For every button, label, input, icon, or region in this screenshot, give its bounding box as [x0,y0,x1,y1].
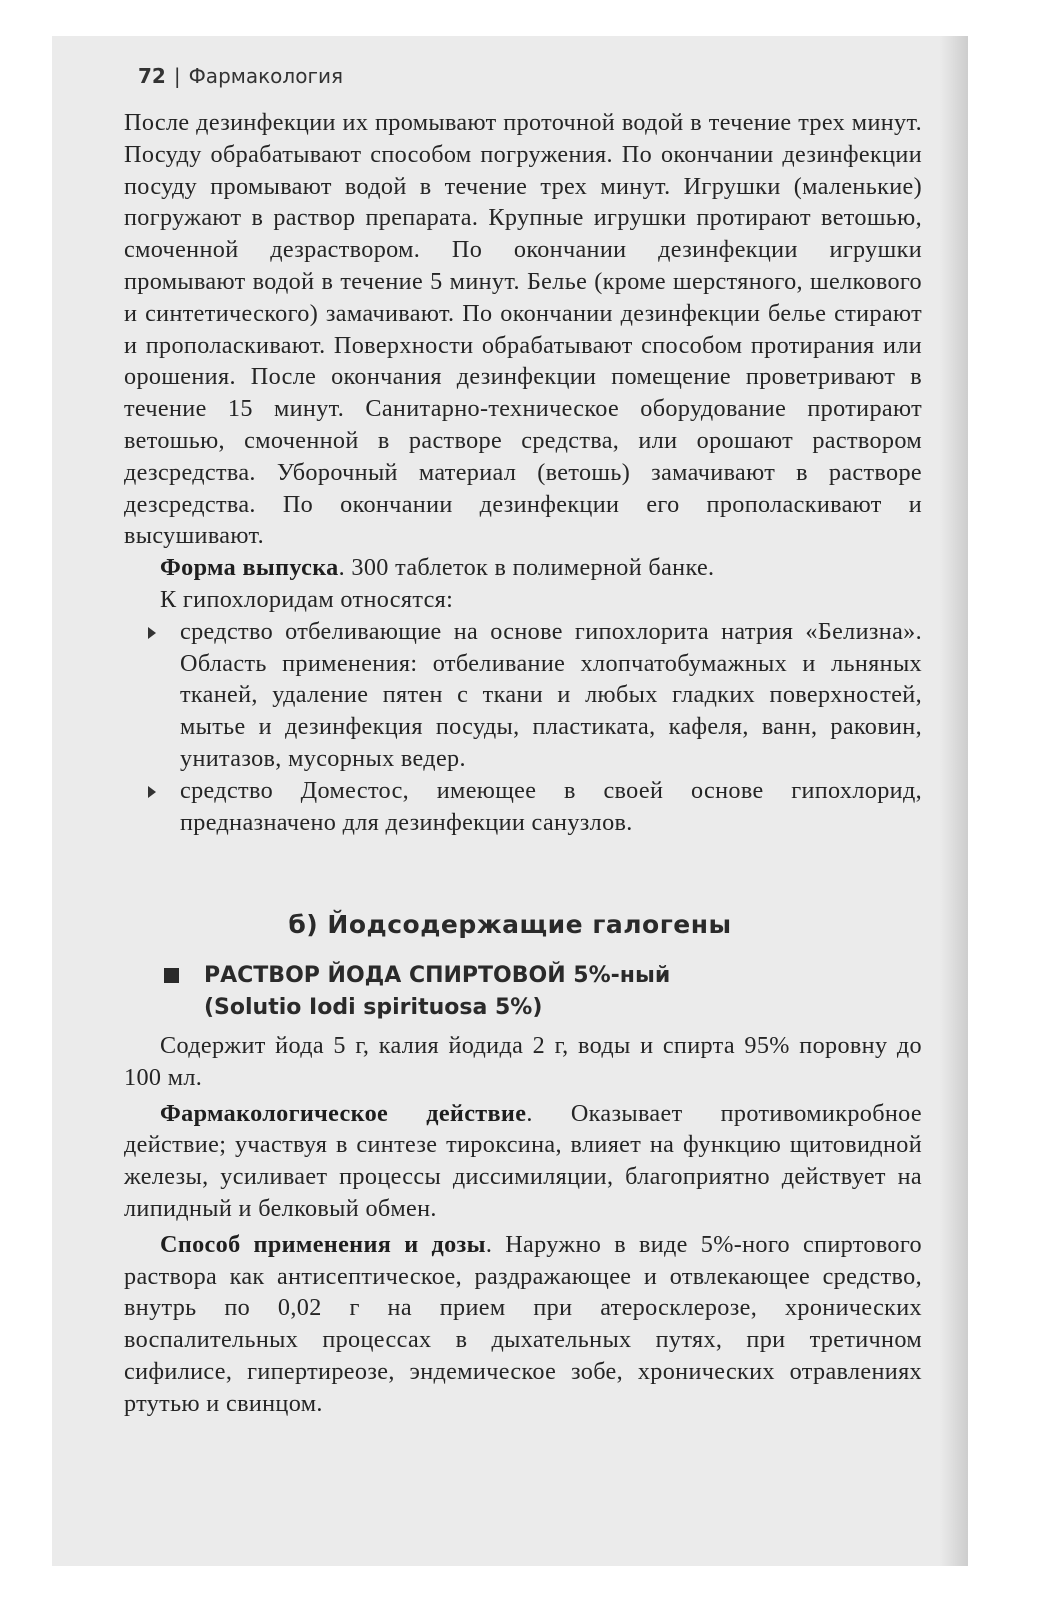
list-item [124,775,922,839]
composition-paragraph: Содержит йода 5 г, калия йодида 2 г, воды и спирта 95% поровну до 100 мл. [124,1032,922,1091]
continued-paragraph: После дезинфекции их промывают проточной водой в течение трех минут. Посуду обрабатывают способом погружения. По окончании дезинфекции посуду промывают водой в течение трех минут. Игрушки (маленькие) погружают в раствор препарата. Крупные игрушки протирают ветошью, смоченной дезраствором. По окончании дезинфекции игрушки промывают водой в течение 5 минут. Белье (кроме шерстяного, шелкового и синтетического) замачивают. По окончании дезинфекции белье стирают и прополаскивают. Поверхности обрабатывают способом протирания или орошения. После окончания дезинфекции помещение проветривают в течение 15 минут. Санитарно-техническое оборудование протирают ветошью, смоченной в растворе средства, или орошают раствором дезсредства. Уборочный материал (ветошь) замачивают в растворе дезсредства. По окончании дезинфекции его прополаскивают и высушивают. [124,109,922,550]
drug-name: РАСТВОР ЙОДА СПИРТОВОЙ 5%-ный [204,963,671,988]
text-block-lower [124,1030,922,1424]
drug-heading [164,960,670,1024]
hypochlorides-intro: К гипохлоридам относятся: [160,585,454,613]
dosage-label: Способ применения и дозы [160,1230,486,1258]
release-form-paragraph [124,552,922,584]
page-number: 72 [138,64,166,88]
square-bullet-icon [164,968,179,983]
list-item-text: средство отбеливающие на основе гипохлорита натрия «Белизна». Область применения: отбеливание хлопчатобумажных и льняных тканей, удаление пятен с ткани и любых гладких поверхностей, мытье и дезинфекция посуды, пластиката, кафеля, ванн, раковин, унитазов, мусорных ведер. [180,617,922,772]
book-page [52,36,968,1566]
page-edge-shadow [940,36,968,1566]
list-item [124,616,922,775]
dosage-paragraph [124,1229,922,1420]
header-title: Фармакология [188,64,343,88]
text-block-upper [124,107,922,838]
section-title: б) Йодсодержащие галогены [288,910,732,939]
running-header [138,64,343,88]
triangle-bullet-icon [148,627,156,639]
pharm-action-label: Фармакологическое действие [160,1099,527,1127]
release-form-text: . 300 таблеток в полимерной банке. [338,554,715,582]
list-item-text: средство Доместос, имеющее в своей основе гипохлорид, предназначено для дезинфекции санузлов. [180,776,922,836]
hypochloride-list [124,616,922,839]
triangle-bullet-icon [148,786,156,798]
release-form-label: Форма выпуска [160,554,339,582]
pharm-action-text: . Оказывает противомикробное действие; участвуя в синтезе тироксина, влияет на функцию щитовидной железы, усиливает процессы диссимиляции, благоприятно действует на липидный и белковый обмен. [124,1099,922,1222]
header-separator: | [173,64,181,88]
drug-latin-name: (Solutio Iodi spirituosa 5%) [204,995,543,1020]
pharm-action-paragraph [124,1098,922,1225]
dosage-text: . Наружно в виде 5%-ного спиртового раствора как антисептическое, раздражающее и отвлекающее средство, внутрь по 0,02 г на прием при атеросклерозе, хронических воспалительных процессах в дыхательных путях, при третичном сифилисе, гипертиреозе, эндемическое зобе, хронических отравлениях ртутью и свинцом. [124,1230,922,1417]
